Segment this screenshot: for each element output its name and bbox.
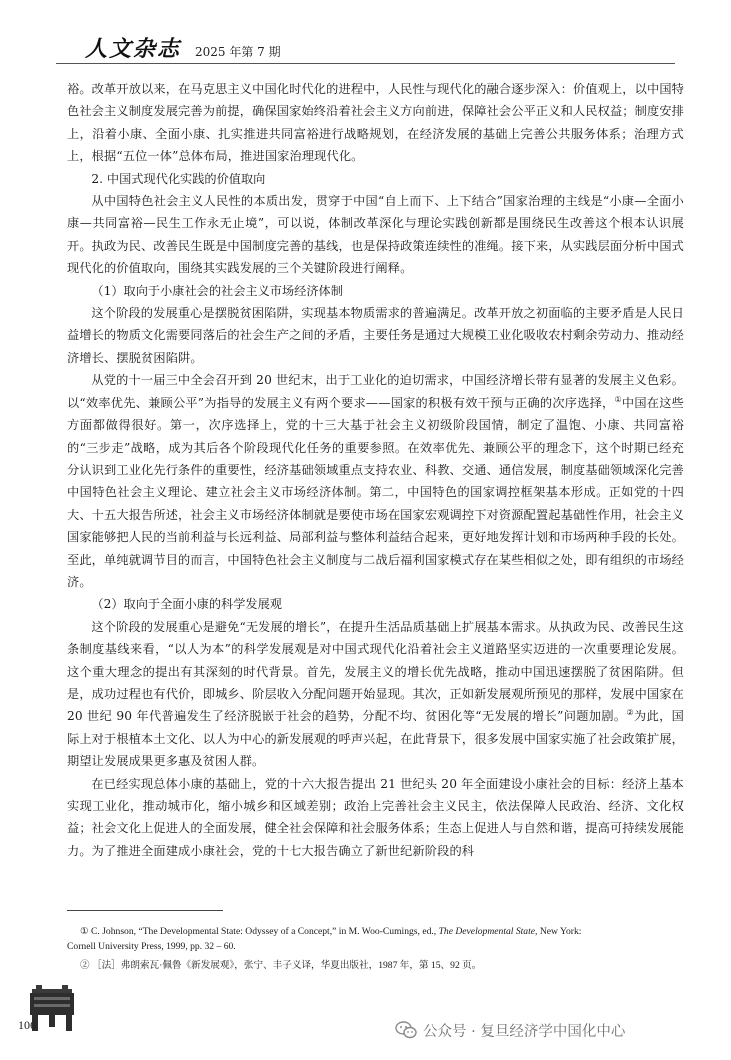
footnote-ref-1[interactable]: ① bbox=[614, 394, 622, 404]
paragraph-4 bbox=[67, 369, 684, 593]
paragraph-1: 裕。改革开放以来，在马克思主义中国化时代化的进程中，人民性与现代化的融合逐步深入：价值观上，以中国特色社会主义制度发展完善为前提，确保国家始终沿着社会主义方向前进，保障社会公平正义和人民权益；制度安排上，沿着小康、全面小康、扎实推进共同富裕进行战略规划，在经济发展的基础上完善公共服务体系；治理方式上，根据“五位一体”总体布局，推进国家治理现代化。 bbox=[67, 82, 684, 164]
footnote-ref-2[interactable]: ② bbox=[626, 708, 635, 718]
section-heading-2: 2. 中国式现代化实践的价值取向 bbox=[91, 171, 266, 186]
watermark-text: 公众号 · 复旦经济学中国化中心 bbox=[423, 1023, 626, 1040]
journal-logo: 人文杂志 bbox=[85, 36, 182, 62]
footnotes bbox=[67, 924, 684, 973]
article-body bbox=[67, 78, 684, 862]
wechat-icon bbox=[395, 1021, 417, 1039]
issue-label: 2025 年第 7 期 bbox=[195, 45, 281, 59]
paragraph-2: 从中国特色社会主义人民性的本质出发，贯穿于中国“自上而下、上下结合”国家治理的主线是“小康—全面小康—共同富裕—民生工作永无止境”，可以说，体制改革深化与理论实践创新都是围绕民生改善这个根本认识展开。执政为民、改善民生既是中国制度完善的基线，也是保持政策连续性的准绳。接下来，从实践层面分析中国式现代化的价值取向，围绕其实践发展的三个关键阶段进行阐释。 bbox=[67, 194, 684, 276]
subsection-heading-2: （2）取向于全面小康的科学发展观 bbox=[91, 597, 282, 612]
footnote-1 bbox=[80, 924, 684, 939]
paragraph-5 bbox=[67, 616, 684, 773]
footnote-1-book-title: The Developmental State bbox=[438, 926, 536, 937]
wechat-watermark bbox=[395, 1018, 625, 1042]
paragraph-4-part-b: 中国在这些方面都做得很好。第一，次序选择上，党的十三大基于社会主义初级阶段国情，制定了温饱、小康、共同富裕的“三步走”战略，成为其后各个阶段现代化任务的重要参照。在效率优先、兼顾公平的理念下，这个时期已经充分认识到工业化先行条件的重要性，经济基础领域重点支持农业、科教、交通、通信发展，制度基础领域深化完善中国特色社会主义理论、建立社会主义市场经济体制。第二，中国特色的国家调控框架基本形成。正如党的十四大、十五大报告所述，社会主义市场经济体制就是要使市场在国家宏观调控下对资源配置起基础性作用，社会主义国家能够把人民的当前利益与长远利益、局部利益与整体利益结合起来，更好地发挥计划和市场两种手段的长处。至此，单纯就调节目的而言，中国特色社会主义制度与二战后福利国家模式存在某些相似之处，即有组织的市场经济。 bbox=[67, 395, 684, 589]
paragraph-5-part-a: 这个阶段的发展重心是避免“无发展的增长”，在提升生活品质基础上扩展基本需求。从执政为民、改善民生这条制度基线来看，“以人为本”的科学发展观是对中国式现代化沿着社会主义道路坚实迈进的一次重要理论发展。这个重大理念的提出有其深刻的时代背景。首先，发展主义的增长优先战略，推动中国迅速摆脱了贫困陷阱。但是，成功过程也有代价，即城乡、阶层收入分配问题开始显现。其次，正如新发展观所预见的那样，发展中国家在 20 世纪 90 年代普遍发生了经济脱嵌于社会的趋势，分配不均、贫困化等“无发展的增长”问题加剧。 bbox=[67, 619, 685, 724]
paragraph-3: 这个阶段的发展重心是摆脱贫困陷阱，实现基本物质需求的普遍满足。改革开放之初面临的主要矛盾是人民日益增长的物质文化需要同落后的社会生产之间的矛盾，主要任务是通过大规模工业化吸收农村剩余劳动力、推动经济增长、摆脱贫困陷阱。 bbox=[67, 306, 684, 365]
footnote-1-continued: Cornell University Press, 1999, pp. 32 – 60. bbox=[67, 941, 236, 952]
paragraph-5-part-b: 为此，国际上对于根植本土文化、以人为中心的新发展观的呼声兴起，在此背景下，很多发展中国家实施了社会政策扩展，期望让发展成果更多惠及贫困人群。 bbox=[67, 709, 685, 769]
page-number: 106 bbox=[18, 1018, 36, 1032]
footnote-rule bbox=[67, 910, 223, 911]
header-rule bbox=[56, 63, 675, 64]
paragraph-6: 在已经实现总体小康的基础上，党的十六大报告提出 21 世纪头 20 年全面建设小康社会的目标：经济上基本实现工业化，推动城市化，缩小城乡和区域差别；政治上完善社会主义民主，依法保障人民政治、经济、文化权益；社会文化上促进人的全面发展，健全社会保障和社会服务体系；生态上促进人与自然和谐，提高可持续发展能力。为了推进全面建成小康社会，党的十七大报告确立了新世纪新阶段的科 bbox=[67, 776, 684, 858]
page-header bbox=[85, 20, 281, 60]
footnote-2: ② ［法］弗朗索瓦·佩鲁《新发展观》，张宁、丰子义译，华夏出版社，1987 年，第 15、92 页。 bbox=[80, 960, 482, 971]
footnote-1-text-a: ① C. Johnson, “The Developmental State: Odyssey of a Concept,” in M. Woo-Cumings, ed., bbox=[80, 926, 439, 937]
paragraph-4-part-a: 从党的十一届三中全会召开到 20 世纪末，出于工业化的迫切需求，中国经济增长带有显著的发展主义色彩。以“效率优先、兼顾公平”为指导的发展主义有两个要求——国家的积极有效干预与正确的次序选择， bbox=[67, 373, 684, 410]
subsection-heading-1: （1）取向于小康社会的社会主义市场经济体制 bbox=[91, 283, 343, 298]
footnote-1-text-b: , New York: bbox=[535, 926, 582, 937]
